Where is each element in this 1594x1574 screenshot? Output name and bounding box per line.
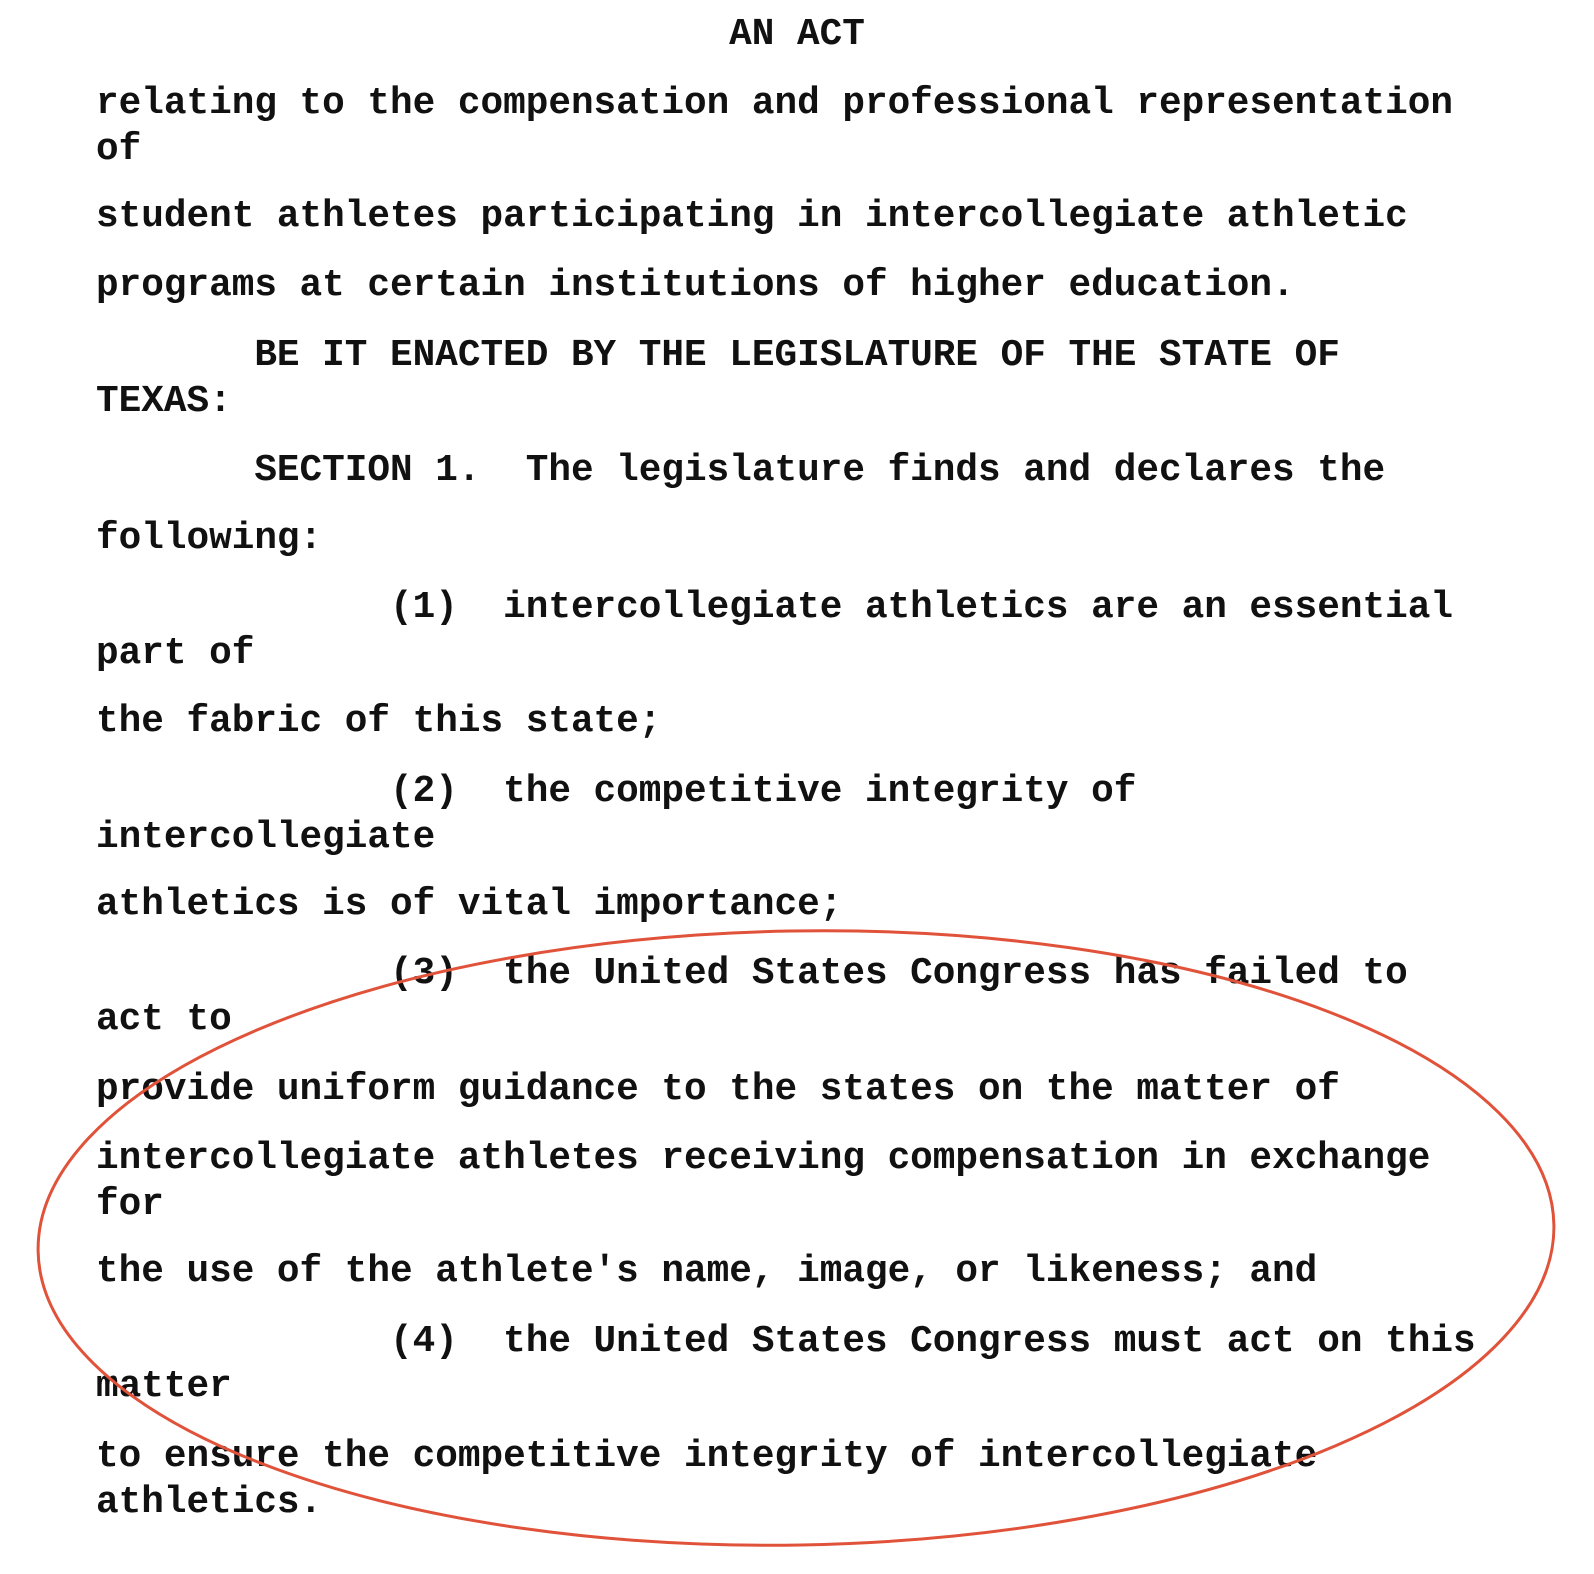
caption-line: of (96, 129, 142, 171)
finding-2-line: athletics is of vital importance; (96, 884, 843, 926)
section-heading-line: SECTION 1. The legislature finds and declares the (96, 450, 1386, 492)
finding-3-line: (3) the United States Congress has failed to (96, 953, 1408, 995)
finding-4-line: (4) the United States Congress must act on this (96, 1321, 1476, 1363)
finding-4-line: matter (96, 1366, 232, 1408)
caption-line: student athletes participating in intercollegiate athletic (96, 196, 1408, 238)
caption-line: relating to the compensation and professional representation (96, 83, 1453, 125)
enacting-clause-line: TEXAS: (96, 381, 232, 423)
finding-3-line: the use of the athlete's name, image, or likeness; and (96, 1251, 1318, 1293)
act-title: AN ACT (729, 14, 865, 56)
finding-3-line: act to (96, 999, 232, 1041)
finding-2-line: (2) the competitive integrity of (96, 771, 1137, 813)
finding-3-line: intercollegiate athletes receiving compensation in exchange (96, 1138, 1431, 1180)
finding-2-line: intercollegiate (96, 817, 436, 859)
finding-4-line: to ensure the competitive integrity of intercollegiate (96, 1436, 1318, 1478)
finding-3-line: provide uniform guidance to the states on the matter of (96, 1069, 1340, 1111)
finding-4-line: athletics. (96, 1482, 323, 1524)
section-heading-line: following: (96, 518, 323, 560)
finding-3-line: for (96, 1184, 164, 1226)
finding-1-line: the fabric of this state; (96, 701, 662, 743)
enacting-clause-line: BE IT ENACTED BY THE LEGISLATURE OF THE STATE OF (96, 335, 1340, 377)
caption-line: programs at certain institutions of higher education. (96, 265, 1295, 307)
finding-1-line: part of (96, 633, 255, 675)
finding-1-line: (1) intercollegiate athletics are an essential (96, 587, 1453, 629)
